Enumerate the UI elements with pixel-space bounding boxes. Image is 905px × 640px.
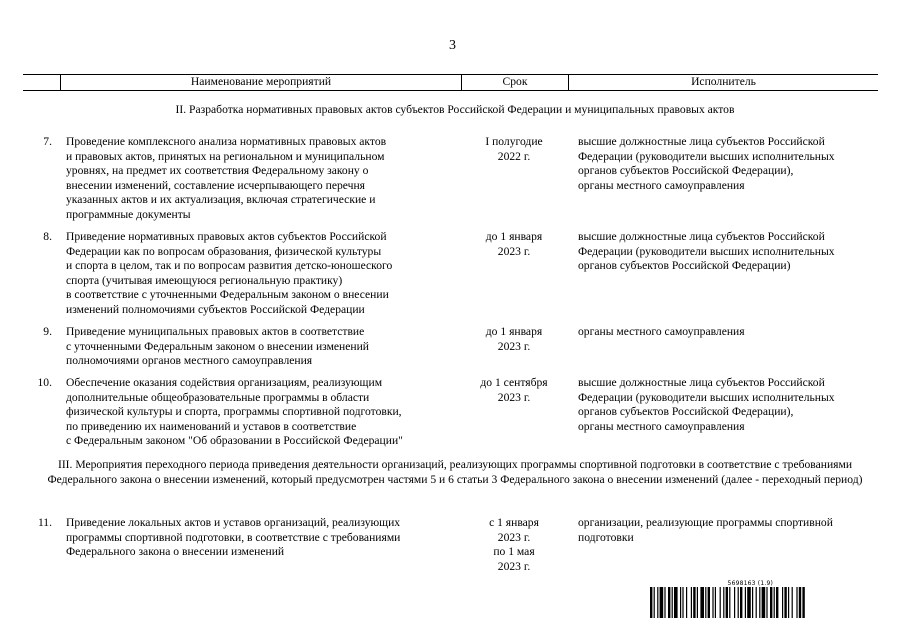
row-number: 7. (43, 135, 52, 148)
barcode-bar (756, 587, 757, 618)
header-term-column: Срок (502, 75, 528, 88)
barcode-bar (759, 587, 760, 618)
barcode-bar (726, 587, 728, 618)
row-term: до 1 января 2023 г. (485, 230, 543, 258)
row-term: I полугодие 2022 г. (485, 135, 543, 163)
barcode-bar (738, 587, 739, 618)
barcode-bar (745, 587, 746, 618)
barcode-bar (664, 587, 665, 618)
barcode-bar (729, 587, 730, 618)
row-number: 10. (37, 376, 52, 389)
barcode-bar (766, 587, 767, 618)
row-executor: органы местного самоуправления (578, 325, 745, 338)
row-executor: высшие должностные лица субъектов Российской Федерации (руководители высших исполнительных органов субъектов Российской Федерации), органы местного самоуправления (578, 135, 835, 192)
row-term: с 1 января 2023 г. по 1 мая 2023 г. (489, 516, 539, 573)
row-number: 11. (37, 516, 52, 529)
barcode-bar (672, 587, 673, 618)
barcode-number: 5698163 (1.9) (727, 580, 773, 587)
barcode-bar (796, 587, 797, 618)
row-term: до 1 января 2023 г. (485, 325, 543, 353)
barcode-bar (752, 587, 753, 618)
row-term: до 1 сентября 2023 г. (480, 376, 548, 404)
barcode-bar (734, 587, 735, 618)
barcode-bar (782, 587, 783, 618)
header-bottom-rule (23, 90, 878, 91)
barcode-bar (740, 587, 742, 618)
barcode-bar (680, 587, 681, 618)
barcode-bar (774, 587, 775, 618)
header-name-column: Наименование мероприятий (190, 75, 332, 88)
barcode-bar (723, 587, 724, 618)
barcode-bar (693, 587, 695, 618)
barcode-bar (686, 587, 687, 618)
row-title: Приведение муниципальных правовых актов в соответствие с уточненными Федеральным законом о внесении изменений полномочиями органов местного самоуправления (66, 325, 370, 368)
barcode-icon (650, 587, 872, 618)
row-executor: организации, реализующие программы спортивной подготовки (578, 516, 833, 544)
barcode-bar (747, 587, 751, 618)
barcode-bar (682, 587, 683, 618)
row-executor: высшие должностные лица субъектов Российской Федерации (руководители высших исполнительных органов субъектов Российской Федерации), органы местного самоуправления (578, 376, 835, 433)
barcode-bar (657, 587, 658, 618)
barcode-bar (712, 587, 713, 618)
barcode-bar (715, 587, 716, 618)
row-number: 9. (43, 325, 52, 338)
row-number: 8. (43, 230, 52, 243)
barcode-bar (799, 587, 801, 618)
row-title: Проведение комплексного анализа нормативных правовых актов и правовых актов, принятых на региональном и муниципальном уровнях, на предмет их соответствия Федеральному закону о внесении изменений, составление исчерпывающего перечня указанных актов и их актуализация, включая стратегические и программные документы (66, 135, 387, 221)
barcode-bar (697, 587, 698, 618)
header-number-column (23, 75, 60, 89)
row-title: Приведение нормативных правовых актов субъектов Российской Федерации как по вопросам образования, физической культуры и спорта в целом, так и по вопросам развития детско-юношеского спорта (учитывая имеющуюся региональную практику) в соответствие с уточненными Федеральным законом о внесении изменений полномочиями субъектов Российской Федерации (66, 230, 393, 316)
barcode-bar (705, 587, 706, 618)
barcode-bar (792, 587, 793, 618)
barcode-bar (788, 587, 789, 618)
header-executor-column: Исполнитель (691, 75, 756, 88)
barcode-bar (720, 587, 721, 618)
row-executor: высшие должностные лица субъектов Российской Федерации (руководители высших исполнительных органов субъектов Российской Федерации) (578, 230, 835, 273)
barcode-bar (691, 587, 692, 618)
barcode-bar (660, 587, 664, 618)
barcode-bar (762, 587, 766, 618)
row-title: Обеспечение оказания содействия организациям, реализующим дополнительные общеобразовательные программы в области физической культуры и спорта, программы спортивной подготовки, по приведению их наименований и уставов в соответствие с Федеральным законом "Об образовании в Российской Федерации" (66, 376, 403, 448)
section-heading-2: II. Разработка нормативных правовых актов субъектов Российской Федерации и муниципальных правовых актов (175, 103, 735, 116)
section-heading-3: III. Мероприятия переходного периода приведения деятельности организаций, реализующих программы спортивной подготовки в соответствие с требованиями Федерального закона о внесении изменений, который предусмотрен частями 5 и 6 статьи 3 Федерального закона о внесении изменений (далее - переходный период) (47, 458, 863, 486)
barcode-bar (700, 587, 704, 618)
barcode-bar (770, 587, 772, 618)
row-title: Приведение локальных актов и уставов организаций, реализующих программы спортивной подготовки, в соответствие с требованиями Федерального закона о внесении изменений (66, 516, 401, 559)
barcode-bar (802, 587, 804, 618)
barcode-bar (668, 587, 670, 618)
barcode-bar (650, 587, 652, 618)
barcode-bar (708, 587, 710, 618)
barcode-bar (784, 587, 786, 618)
barcode-bar (776, 587, 778, 618)
page-number: 3 (449, 38, 456, 53)
barcode-bar (654, 587, 655, 618)
barcode-bar (674, 587, 678, 618)
